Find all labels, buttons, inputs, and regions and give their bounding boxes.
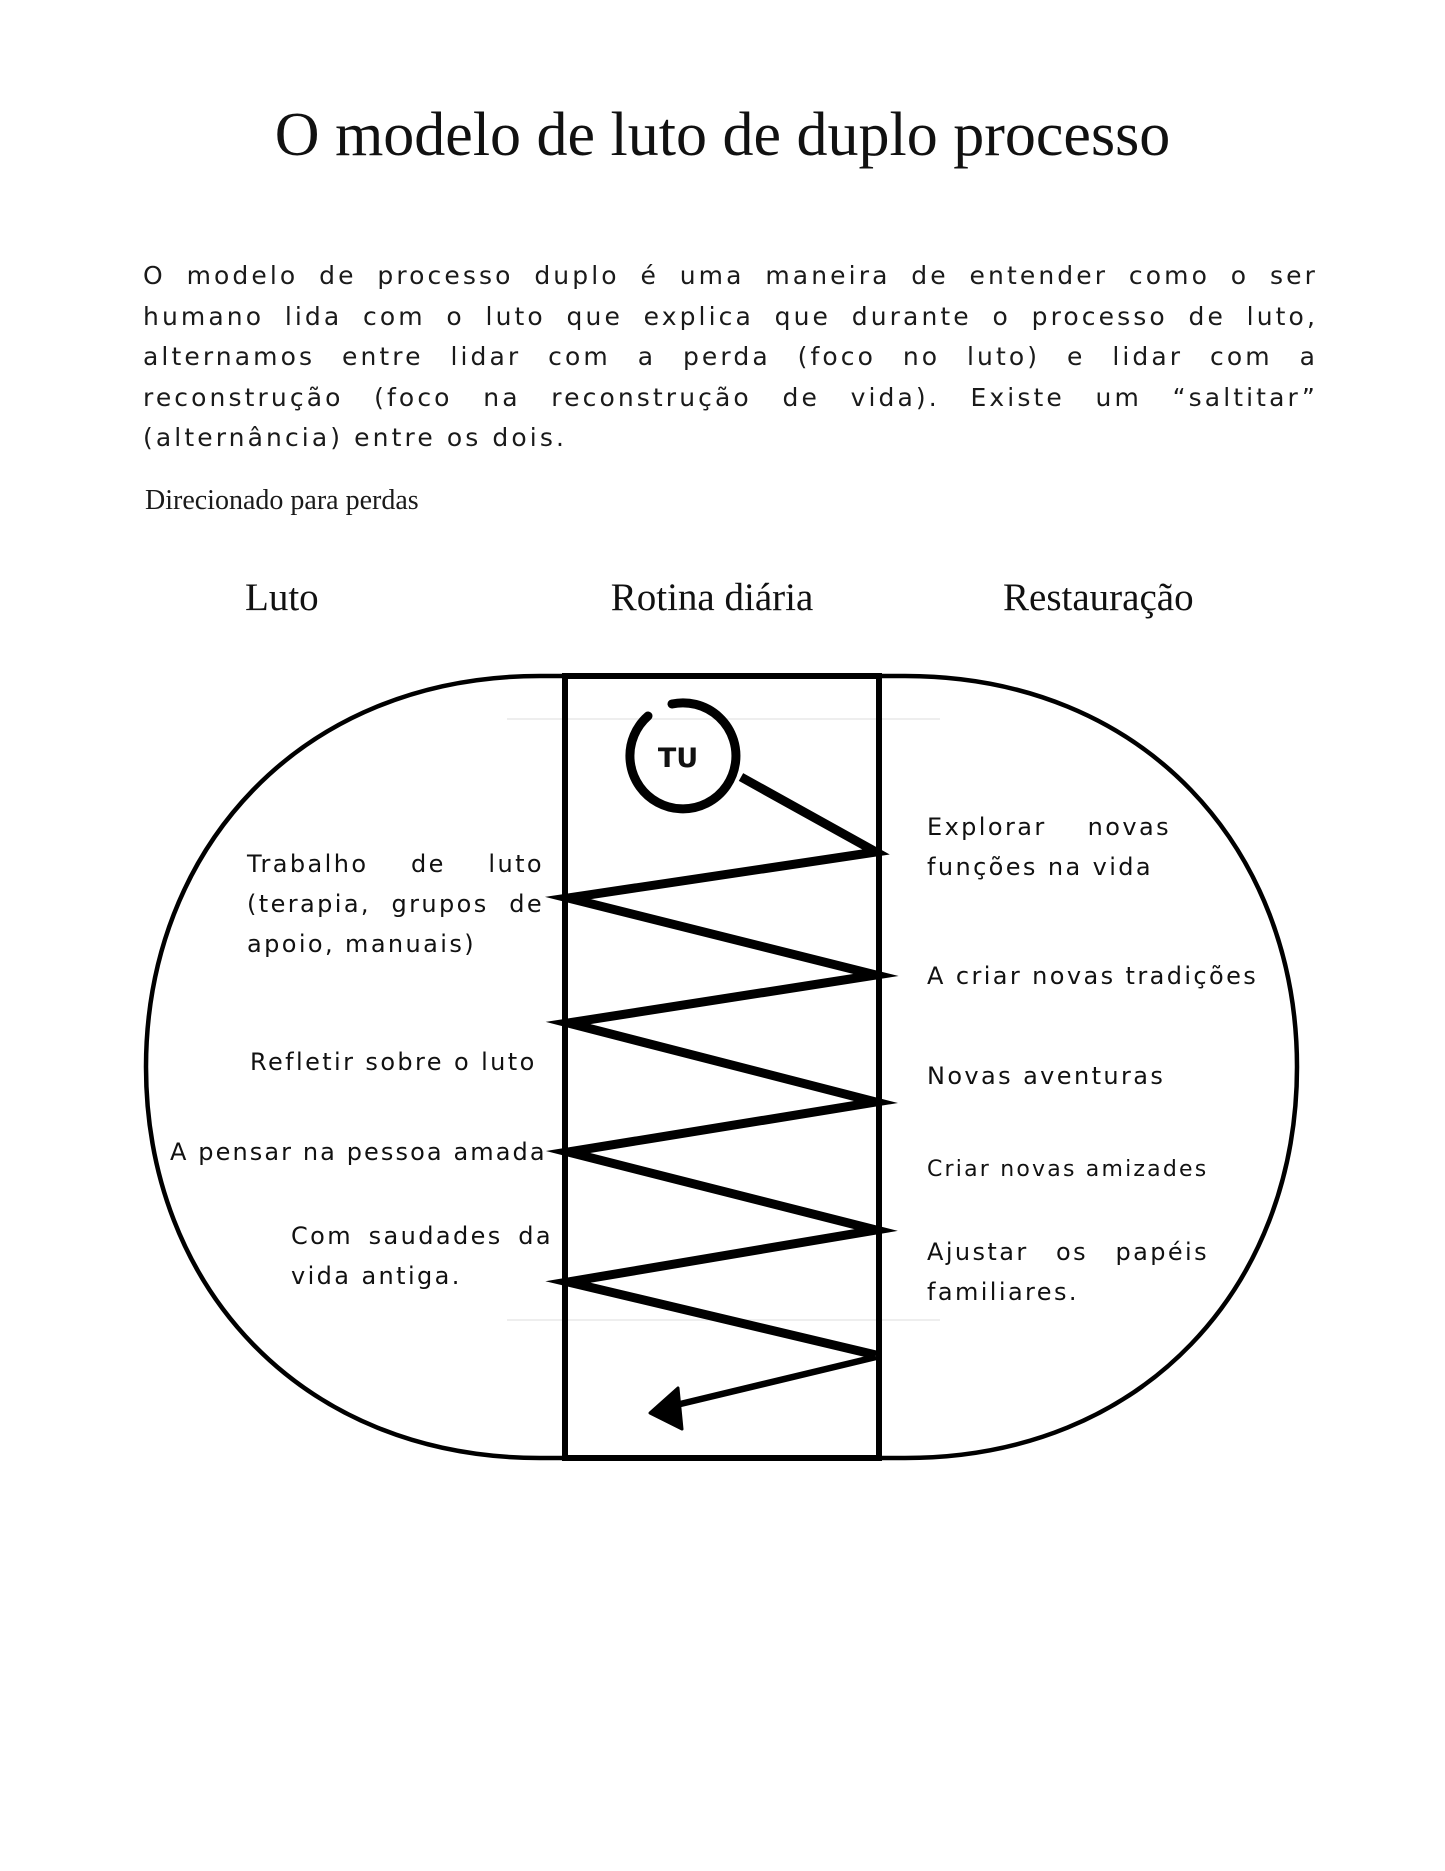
restoration-item-new-roles: Explorar novas funções na vida <box>927 813 1171 881</box>
restoration-item-new-adventures: Novas aventuras <box>927 1062 1166 1090</box>
you-marker-label: TU <box>657 743 699 774</box>
oscillation-zigzag-line <box>568 777 876 1355</box>
loss-item-think-loved-one: A pensar na pessoa amada <box>170 1138 547 1166</box>
page-title: O modelo de luto de duplo processo <box>274 101 1171 169</box>
column-header-rotina-diaria: Rotina diária <box>610 576 814 619</box>
loss-item-missing-old-life: Com saudades da vida antiga. <box>291 1222 553 1290</box>
restoration-item-new-friendships: Criar novas amizades <box>927 1157 1209 1182</box>
intro-paragraph: O modelo de processo duplo é uma maneira de entender como o ser humano lida com o luto que explica que durante o processo de luto, alternamos entre lidar com a perda (foco no luto) e lidar com a reconstrução (foco na reconstrução de vida). Existe um “saltitar” (alternância) entre os dois. <box>143 261 1318 452</box>
column-header-luto: Luto <box>245 576 319 619</box>
arrow-head-icon <box>650 1388 682 1429</box>
oscillation-arrow-shaft <box>672 1357 876 1406</box>
column-header-restauracao: Restauração <box>1003 576 1194 619</box>
section-subtitle: Direcionado para perdas <box>145 485 419 516</box>
loss-item-grief-work: Trabalho de luto (terapia, grupos de apoio, manuais) <box>247 850 544 958</box>
restoration-item-family-roles: Ajustar os papéis familiares. <box>927 1238 1209 1306</box>
loss-item-reflect: Refletir sobre o luto <box>250 1048 537 1076</box>
restoration-item-new-traditions: A criar novas tradições <box>927 962 1259 990</box>
